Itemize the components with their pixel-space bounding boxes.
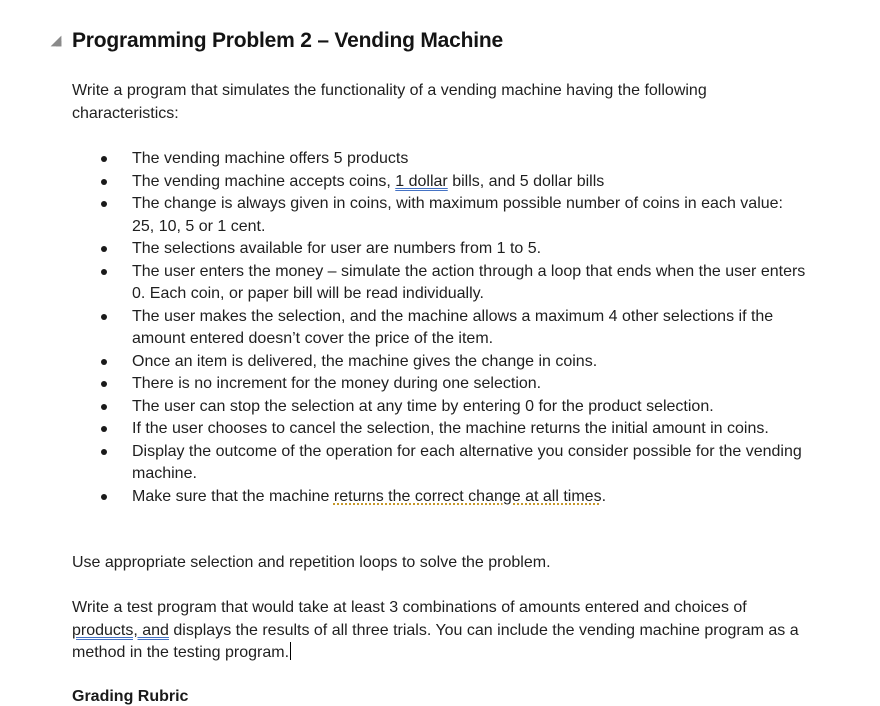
list-item: The user makes the selection, and the machine allows a maximum 4 other selections if the amount entered doesn’t cover the price of the item. (72, 306, 807, 351)
list-item: Make sure that the machine returns the correct change at all times. (72, 486, 807, 509)
list-item: The change is always given in coins, with maximum possible number of coins in each value: 25, 10, 5 or 1 cent. (72, 193, 807, 238)
bullet-icon (101, 179, 107, 185)
list-item: The selections available for user are numbers from 1 to 5. (72, 238, 807, 261)
list-item: Display the outcome of the operation for each alternative you consider possible for the vending machine. (72, 441, 807, 486)
list-item: If the user chooses to cancel the selection, the machine returns the initial amount in coins. (72, 418, 807, 441)
list-item: The vending machine offers 5 products (72, 148, 807, 171)
list-item: Once an item is delivered, the machine gives the change in coins. (72, 351, 807, 374)
style-flagged-text[interactable]: returns the correct change at all times (333, 487, 602, 505)
bullet-icon (101, 359, 107, 365)
collapse-heading-icon[interactable] (51, 36, 62, 47)
instruction-paragraph: Use appropriate selection and repetition loops to solve the problem. (72, 554, 551, 571)
list-item: The user can stop the selection at any time by entering 0 for the product selection. (72, 396, 807, 419)
list-item: The vending machine accepts coins, 1 dollar bills, and 5 dollar bills (72, 171, 807, 194)
test-paragraph[interactable]: Write a test program that would take at least 3 combinations of amounts entered and choices of products, and displays the results of all three trials. You can include the vending machine program as a method in the testing program. (72, 599, 799, 661)
bullet-icon (101, 156, 107, 162)
bullet-icon (101, 404, 107, 410)
bullet-icon (101, 246, 107, 252)
bullet-icon (101, 269, 107, 275)
bullet-icon (101, 314, 107, 320)
intro-paragraph: Write a program that simulates the functionality of a vending machine having the following characteristics: (72, 82, 707, 122)
bullet-icon (101, 449, 107, 455)
list-item: The user enters the money – simulate the action through a loop that ends when the user enters 0. Each coin, or paper bill will be read individually. (72, 261, 807, 306)
list-item: There is no increment for the money during one selection. (72, 373, 807, 396)
bullet-icon (101, 201, 107, 207)
text-cursor (290, 642, 291, 660)
bullet-icon (101, 381, 107, 387)
grammar-flagged-text[interactable]: 1 dollar (395, 172, 448, 190)
bullet-icon (101, 426, 107, 432)
page-title: Programming Problem 2 – Vending Machine (72, 29, 503, 52)
requirements-list (72, 148, 807, 508)
bullet-icon (101, 494, 107, 500)
grammar-flagged-text[interactable]: products, and (72, 621, 169, 639)
section-heading-cutoff: Grading Rubric (72, 688, 189, 705)
